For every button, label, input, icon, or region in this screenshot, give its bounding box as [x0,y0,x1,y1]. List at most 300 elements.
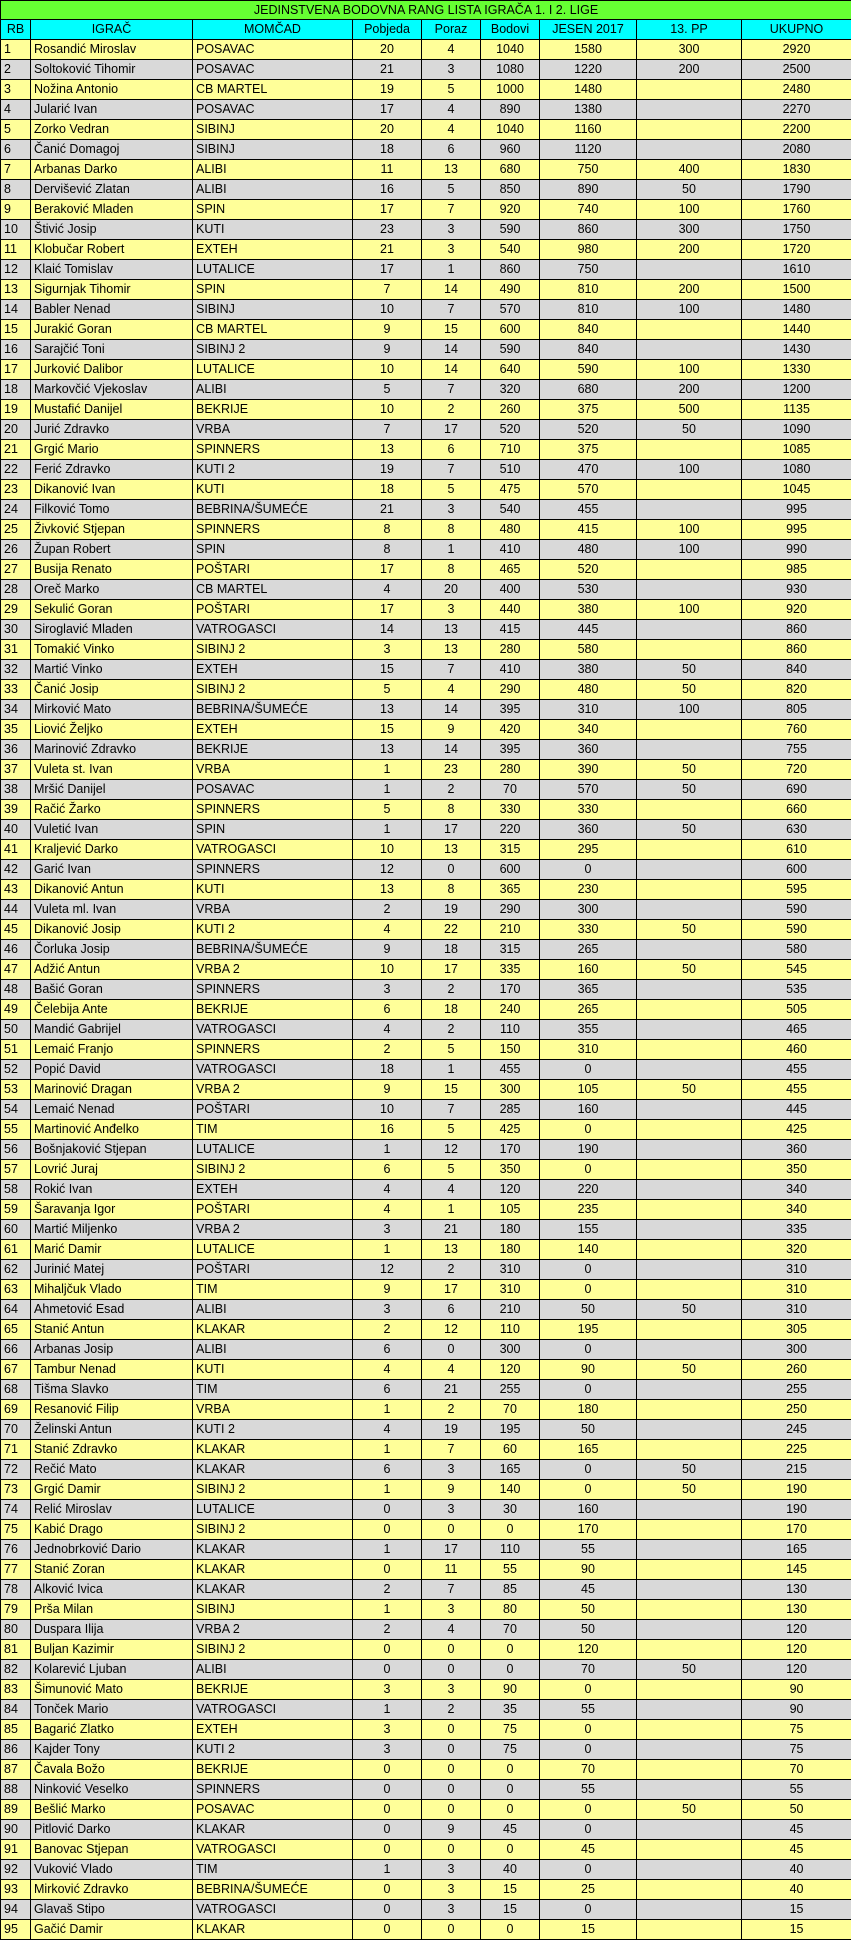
total-cell: 190 [742,1480,851,1500]
total-cell: 120 [742,1620,851,1640]
wins-cell: 18 [353,1060,422,1080]
total-cell: 120 [742,1640,851,1660]
losses-cell: 7 [422,380,481,400]
points-cell: 600 [481,860,540,880]
rank-cell: 3 [1,80,31,100]
13pp-cell [637,720,742,740]
team-cell: VATROGASCI [193,1900,353,1920]
player-name-cell: Jurić Zdravko [31,420,193,440]
table-row [1,1260,851,1280]
points-cell: 1000 [481,80,540,100]
table-row [1,1760,851,1780]
total-cell: 335 [742,1220,851,1240]
points-cell: 170 [481,980,540,1000]
autumn-2017-cell: 190 [540,1140,637,1160]
losses-cell: 12 [422,1320,481,1340]
table-title: JEDINSTVENA BODOVNA RANG LISTA IGRAČA 1. I 2. LIGE [1,1,851,20]
autumn-2017-cell: 375 [540,440,637,460]
rank-cell: 95 [1,1920,31,1940]
player-name-cell: Garić Ivan [31,860,193,880]
total-cell: 630 [742,820,851,840]
table-row [1,1300,851,1320]
rank-cell: 48 [1,980,31,1000]
table-row [1,340,851,360]
total-cell: 15 [742,1920,851,1940]
team-cell: SIBINJ [193,1600,353,1620]
losses-cell: 13 [422,160,481,180]
total-cell: 320 [742,1240,851,1260]
team-cell: KLAKAR [193,1320,353,1340]
total-cell: 310 [742,1260,851,1280]
autumn-2017-cell: 300 [540,900,637,920]
autumn-2017-cell: 235 [540,1200,637,1220]
wins-cell: 6 [353,1000,422,1020]
table-row [1,1120,851,1140]
player-name-cell: Jurković Dalibor [31,360,193,380]
points-cell: 300 [481,1340,540,1360]
team-cell: SIBINJ 2 [193,640,353,660]
13pp-cell [637,1820,742,1840]
13pp-cell [637,1160,742,1180]
points-cell: 105 [481,1200,540,1220]
total-cell: 445 [742,1100,851,1120]
total-cell: 760 [742,720,851,740]
team-cell: TIM [193,1860,353,1880]
losses-cell: 0 [422,860,481,880]
losses-cell: 7 [422,200,481,220]
team-cell: VRBA [193,760,353,780]
team-cell: BEKRIJE [193,1760,353,1780]
losses-cell: 0 [422,1760,481,1780]
wins-cell: 6 [353,1460,422,1480]
total-cell: 310 [742,1280,851,1300]
losses-cell: 1 [422,260,481,280]
points-cell: 640 [481,360,540,380]
points-cell: 710 [481,440,540,460]
rank-cell: 54 [1,1100,31,1120]
wins-cell: 1 [353,1140,422,1160]
rank-cell: 43 [1,880,31,900]
losses-cell: 8 [422,880,481,900]
13pp-cell [637,1060,742,1080]
points-cell: 150 [481,1040,540,1060]
total-cell: 455 [742,1080,851,1100]
wins-cell: 2 [353,900,422,920]
wins-cell: 2 [353,1040,422,1060]
wins-cell: 19 [353,80,422,100]
wins-cell: 6 [353,1340,422,1360]
13pp-cell [637,1520,742,1540]
team-cell: ALIBI [193,380,353,400]
13pp-cell [637,440,742,460]
total-cell: 340 [742,1180,851,1200]
losses-cell: 6 [422,1300,481,1320]
rank-cell: 34 [1,700,31,720]
table-row [1,1920,851,1940]
13pp-cell: 200 [637,380,742,400]
13pp-cell: 300 [637,40,742,60]
wins-cell: 0 [353,1780,422,1800]
losses-cell: 3 [422,1680,481,1700]
losses-cell: 3 [422,1880,481,1900]
autumn-2017-cell: 375 [540,400,637,420]
total-cell: 930 [742,580,851,600]
autumn-2017-cell: 520 [540,420,637,440]
autumn-2017-cell: 1220 [540,60,637,80]
13pp-cell [637,740,742,760]
rank-cell: 53 [1,1080,31,1100]
table-row [1,180,851,200]
13pp-cell: 50 [637,1480,742,1500]
points-cell: 335 [481,960,540,980]
total-cell: 50 [742,1800,851,1820]
title-row [1,1,851,20]
total-cell: 720 [742,760,851,780]
team-cell: EXTEH [193,240,353,260]
losses-cell: 3 [422,600,481,620]
autumn-2017-cell: 170 [540,1520,637,1540]
autumn-2017-cell: 70 [540,1660,637,1680]
total-cell: 425 [742,1120,851,1140]
rank-cell: 64 [1,1300,31,1320]
team-cell: KUTI [193,480,353,500]
team-cell: POSAVAC [193,1800,353,1820]
losses-cell: 3 [422,1500,481,1520]
team-cell: BEBRINA/ŠUMEĆE [193,500,353,520]
team-cell: VRBA 2 [193,1080,353,1100]
rank-cell: 19 [1,400,31,420]
rank-cell: 27 [1,560,31,580]
points-cell: 490 [481,280,540,300]
table-row [1,700,851,720]
13pp-cell [637,620,742,640]
team-cell: VRBA 2 [193,960,353,980]
player-name-cell: Jurakić Goran [31,320,193,340]
total-cell: 590 [742,920,851,940]
total-cell: 300 [742,1340,851,1360]
rank-cell: 46 [1,940,31,960]
rank-cell: 66 [1,1340,31,1360]
13pp-cell: 50 [637,420,742,440]
autumn-2017-cell: 520 [540,560,637,580]
autumn-2017-cell: 160 [540,1100,637,1120]
points-cell: 420 [481,720,540,740]
player-name-cell: Pitlović Darko [31,1820,193,1840]
points-cell: 40 [481,1860,540,1880]
autumn-2017-cell: 1380 [540,100,637,120]
points-cell: 1040 [481,40,540,60]
rank-cell: 87 [1,1760,31,1780]
losses-cell: 3 [422,1600,481,1620]
rank-cell: 2 [1,60,31,80]
autumn-2017-cell: 105 [540,1080,637,1100]
points-cell: 1040 [481,120,540,140]
team-cell: BEKRIJE [193,740,353,760]
wins-cell: 1 [353,1400,422,1420]
autumn-2017-cell: 160 [540,1500,637,1520]
wins-cell: 1 [353,820,422,840]
header-13pp: 13. PP [637,20,742,40]
13pp-cell: 50 [637,760,742,780]
losses-cell: 7 [422,1440,481,1460]
losses-cell: 4 [422,1360,481,1380]
team-cell: LUTALICE [193,1140,353,1160]
losses-cell: 8 [422,800,481,820]
autumn-2017-cell: 1480 [540,80,637,100]
13pp-cell [637,1320,742,1340]
rank-cell: 51 [1,1040,31,1060]
losses-cell: 5 [422,480,481,500]
13pp-cell [637,1500,742,1520]
total-cell: 1830 [742,160,851,180]
autumn-2017-cell: 0 [540,1280,637,1300]
autumn-2017-cell: 415 [540,520,637,540]
autumn-2017-cell: 45 [540,1580,637,1600]
player-name-cell: Martinović Anđelko [31,1120,193,1140]
rank-cell: 24 [1,500,31,520]
13pp-cell [637,800,742,820]
total-cell: 1200 [742,380,851,400]
points-cell: 850 [481,180,540,200]
rank-cell: 50 [1,1020,31,1040]
player-name-cell: Stanić Zoran [31,1560,193,1580]
table-row [1,480,851,500]
autumn-2017-cell: 90 [540,1560,637,1580]
points-cell: 860 [481,260,540,280]
rank-cell: 8 [1,180,31,200]
autumn-2017-cell: 740 [540,200,637,220]
rank-cell: 37 [1,760,31,780]
points-cell: 410 [481,660,540,680]
autumn-2017-cell: 55 [540,1780,637,1800]
total-cell: 860 [742,620,851,640]
losses-cell: 4 [422,120,481,140]
player-name-cell: Oreč Marko [31,580,193,600]
losses-cell: 3 [422,1460,481,1480]
wins-cell: 0 [353,1760,422,1780]
13pp-cell [637,120,742,140]
team-cell: KUTI [193,220,353,240]
wins-cell: 1 [353,1440,422,1460]
rank-cell: 16 [1,340,31,360]
13pp-cell: 100 [637,600,742,620]
team-cell: VRBA 2 [193,1220,353,1240]
team-cell: BEBRINA/ŠUMEĆE [193,1880,353,1900]
team-cell: KLAKAR [193,1440,353,1460]
rank-cell: 52 [1,1060,31,1080]
team-cell: SPINNERS [193,800,353,820]
total-cell: 40 [742,1860,851,1880]
autumn-2017-cell: 860 [540,220,637,240]
total-cell: 1085 [742,440,851,460]
points-cell: 70 [481,1620,540,1640]
autumn-2017-cell: 195 [540,1320,637,1340]
rank-cell: 26 [1,540,31,560]
team-cell: TIM [193,1280,353,1300]
total-cell: 1610 [742,260,851,280]
player-name-cell: Šimunović Mato [31,1680,193,1700]
wins-cell: 6 [353,1160,422,1180]
ranking-body [1,40,851,1940]
13pp-cell [637,1760,742,1780]
points-cell: 255 [481,1380,540,1400]
player-name-cell: Arbanas Josip [31,1340,193,1360]
table-row [1,1780,851,1800]
team-cell: ALIBI [193,160,353,180]
13pp-cell [637,560,742,580]
13pp-cell [637,1180,742,1200]
wins-cell: 0 [353,1800,422,1820]
autumn-2017-cell: 0 [540,1900,637,1920]
table-row [1,1560,851,1580]
header-rb: RB [1,20,31,40]
autumn-2017-cell: 0 [540,1820,637,1840]
points-cell: 45 [481,1820,540,1840]
losses-cell: 14 [422,340,481,360]
team-cell: POŠTARI [193,1260,353,1280]
autumn-2017-cell: 55 [540,1540,637,1560]
wins-cell: 1 [353,1240,422,1260]
wins-cell: 13 [353,880,422,900]
autumn-2017-cell: 580 [540,640,637,660]
player-name-cell: Dikanović Ivan [31,480,193,500]
points-cell: 35 [481,1700,540,1720]
player-name-cell: Banovac Stjepan [31,1840,193,1860]
rank-cell: 79 [1,1600,31,1620]
player-name-cell: Mirković Mato [31,700,193,720]
table-row [1,1140,851,1160]
team-cell: SPINNERS [193,1780,353,1800]
losses-cell: 2 [422,400,481,420]
table-row [1,1720,851,1740]
wins-cell: 2 [353,1320,422,1340]
rank-cell: 94 [1,1900,31,1920]
total-cell: 465 [742,1020,851,1040]
rank-cell: 86 [1,1740,31,1760]
total-cell: 1135 [742,400,851,420]
points-cell: 475 [481,480,540,500]
losses-cell: 2 [422,1700,481,1720]
wins-cell: 9 [353,1080,422,1100]
team-cell: SIBINJ 2 [193,1160,353,1180]
points-cell: 590 [481,220,540,240]
losses-cell: 3 [422,500,481,520]
wins-cell: 8 [353,520,422,540]
player-name-cell: Mandić Gabrijel [31,1020,193,1040]
rank-cell: 81 [1,1640,31,1660]
rank-cell: 44 [1,900,31,920]
team-cell: SPINNERS [193,860,353,880]
total-cell: 45 [742,1820,851,1840]
table-row [1,1540,851,1560]
player-name-cell: Vuleta ml. Ivan [31,900,193,920]
wins-cell: 13 [353,440,422,460]
player-name-cell: Dervišević Zlatan [31,180,193,200]
total-cell: 690 [742,780,851,800]
losses-cell: 0 [422,1660,481,1680]
team-cell: ALIBI [193,180,353,200]
team-cell: POSAVAC [193,60,353,80]
autumn-2017-cell: 480 [540,540,637,560]
losses-cell: 0 [422,1340,481,1360]
autumn-2017-cell: 1160 [540,120,637,140]
player-name-cell: Beraković Mladen [31,200,193,220]
table-row [1,940,851,960]
total-cell: 860 [742,640,851,660]
13pp-cell [637,1000,742,1020]
points-cell: 315 [481,940,540,960]
player-name-cell: Živković Stjepan [31,520,193,540]
losses-cell: 4 [422,1620,481,1640]
points-cell: 30 [481,1500,540,1520]
team-cell: POŠTARI [193,560,353,580]
table-row [1,1420,851,1440]
player-name-cell: Vuleta st. Ivan [31,760,193,780]
13pp-cell [637,1580,742,1600]
points-cell: 210 [481,920,540,940]
table-row [1,420,851,440]
autumn-2017-cell: 340 [540,720,637,740]
wins-cell: 1 [353,1860,422,1880]
losses-cell: 2 [422,1020,481,1040]
player-name-cell: Rosandić Miroslav [31,40,193,60]
table-row [1,620,851,640]
losses-cell: 0 [422,1840,481,1860]
table-row [1,1880,851,1900]
points-cell: 170 [481,1140,540,1160]
table-row [1,240,851,260]
13pp-cell: 50 [637,180,742,200]
player-name-cell: Lovrić Juraj [31,1160,193,1180]
player-name-cell: Lemaić Franjo [31,1040,193,1060]
total-cell: 1430 [742,340,851,360]
player-name-cell: Popić David [31,1060,193,1080]
losses-cell: 7 [422,460,481,480]
points-cell: 90 [481,1680,540,1700]
table-row [1,360,851,380]
losses-cell: 17 [422,420,481,440]
points-cell: 480 [481,520,540,540]
total-cell: 995 [742,520,851,540]
rank-cell: 74 [1,1500,31,1520]
total-cell: 545 [742,960,851,980]
losses-cell: 19 [422,900,481,920]
team-cell: VRBA 2 [193,1620,353,1640]
points-cell: 440 [481,600,540,620]
13pp-cell: 50 [637,1800,742,1820]
rank-cell: 7 [1,160,31,180]
wins-cell: 7 [353,420,422,440]
total-cell: 840 [742,660,851,680]
points-cell: 85 [481,1580,540,1600]
table-row [1,880,851,900]
13pp-cell [637,1200,742,1220]
13pp-cell [637,1860,742,1880]
rank-cell: 82 [1,1660,31,1680]
total-cell: 350 [742,1160,851,1180]
13pp-cell: 200 [637,280,742,300]
table-row [1,500,851,520]
team-cell: POSAVAC [193,780,353,800]
header-autumn-2017: JESEN 2017 [540,20,637,40]
rank-cell: 84 [1,1700,31,1720]
points-cell: 680 [481,160,540,180]
points-cell: 70 [481,780,540,800]
player-name-cell: Busija Renato [31,560,193,580]
13pp-cell: 50 [637,820,742,840]
points-cell: 110 [481,1020,540,1040]
losses-cell: 7 [422,1580,481,1600]
